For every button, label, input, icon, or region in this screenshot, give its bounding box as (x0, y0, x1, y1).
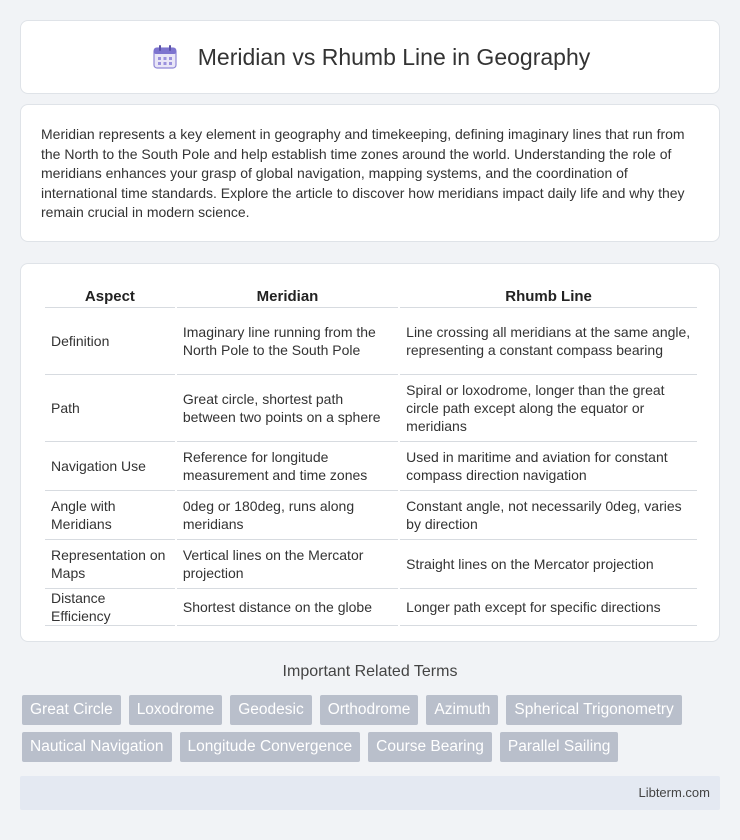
header-aspect: Aspect (45, 284, 175, 308)
tag-loxodrome[interactable]: Loxodrome (129, 695, 223, 725)
table-cell: Line crossing all meridians at the same angle, representing a constant compass bearing (400, 308, 697, 375)
tag-course-bearing[interactable]: Course Bearing (368, 732, 492, 762)
tag-orthodrome[interactable]: Orthodrome (320, 695, 419, 725)
table-cell: Navigation Use (45, 442, 175, 491)
table-cell: Spiral or loxodrome, longer than the great circle path except along the equator or meridians (400, 375, 697, 442)
footer-site-link[interactable]: Libterm.com (638, 785, 710, 800)
table-cell: Used in maritime and aviation for constant compass direction navigation (400, 442, 697, 491)
header-rhumb-line: Rhumb Line (400, 284, 697, 308)
table-row (45, 491, 697, 540)
table-row (45, 589, 697, 626)
footer (20, 776, 720, 810)
table-row (45, 540, 697, 589)
table-cell: Vertical lines on the Mercator projection (177, 540, 398, 589)
header-meridian: Meridian (177, 284, 398, 308)
table-row (45, 442, 697, 491)
comparison-card (20, 263, 720, 642)
table-cell: Shortest distance on the globe (177, 589, 398, 626)
table-header-row (45, 284, 697, 308)
table-cell: Great circle, shortest path between two points on a sphere (177, 375, 398, 442)
related-terms-tags (22, 695, 712, 762)
related-terms-title: Important Related Terms (282, 663, 458, 680)
table-cell: Reference for longitude measurement and time zones (177, 442, 398, 491)
tag-geodesic[interactable]: Geodesic (230, 695, 311, 725)
tag-great-circle[interactable]: Great Circle (22, 695, 121, 725)
table-cell: Path (45, 375, 175, 442)
table-cell: Definition (45, 308, 175, 375)
comparison-table (43, 284, 699, 626)
table-cell: Imaginary line running from the North Pole to the South Pole (177, 308, 398, 375)
calendar-icon (150, 42, 180, 72)
table-row (45, 308, 697, 375)
intro-card (20, 104, 720, 242)
table-cell: Longer path except for specific directions (400, 589, 697, 626)
page-title: Meridian vs Rhumb Line in Geography (197, 43, 591, 70)
tag-parallel-sailing[interactable]: Parallel Sailing (500, 732, 619, 762)
tag-longitude-convergence[interactable]: Longitude Convergence (180, 732, 361, 762)
table-cell: 0deg or 180deg, runs along meridians (177, 491, 398, 540)
header-card (20, 20, 720, 94)
table-cell: Constant angle, not necessarily 0deg, varies by direction (400, 491, 697, 540)
table-cell: Straight lines on the Mercator projection (400, 540, 697, 589)
tag-azimuth[interactable]: Azimuth (426, 695, 498, 725)
tag-nautical-navigation[interactable]: Nautical Navigation (22, 732, 172, 762)
table-cell: Angle with Meridians (45, 491, 175, 540)
table-cell: Representation on Maps (45, 540, 175, 589)
header (150, 42, 590, 72)
table-cell: Distance Efficiency (45, 589, 175, 626)
tag-spherical-trigonometry[interactable]: Spherical Trigonometry (506, 695, 681, 725)
table-row (45, 375, 697, 442)
intro-text: Meridian represents a key element in geography and timekeeping, defining imaginary lines that run from the North to the South Pole and help establish time zones around the world. Understanding the role of meridians enhances your grasp of global navigation, mapping systems, and the coordination of international time standards. Explore the article to discover how meridians impact daily life and why they remain crucial in modern science. (41, 126, 685, 220)
